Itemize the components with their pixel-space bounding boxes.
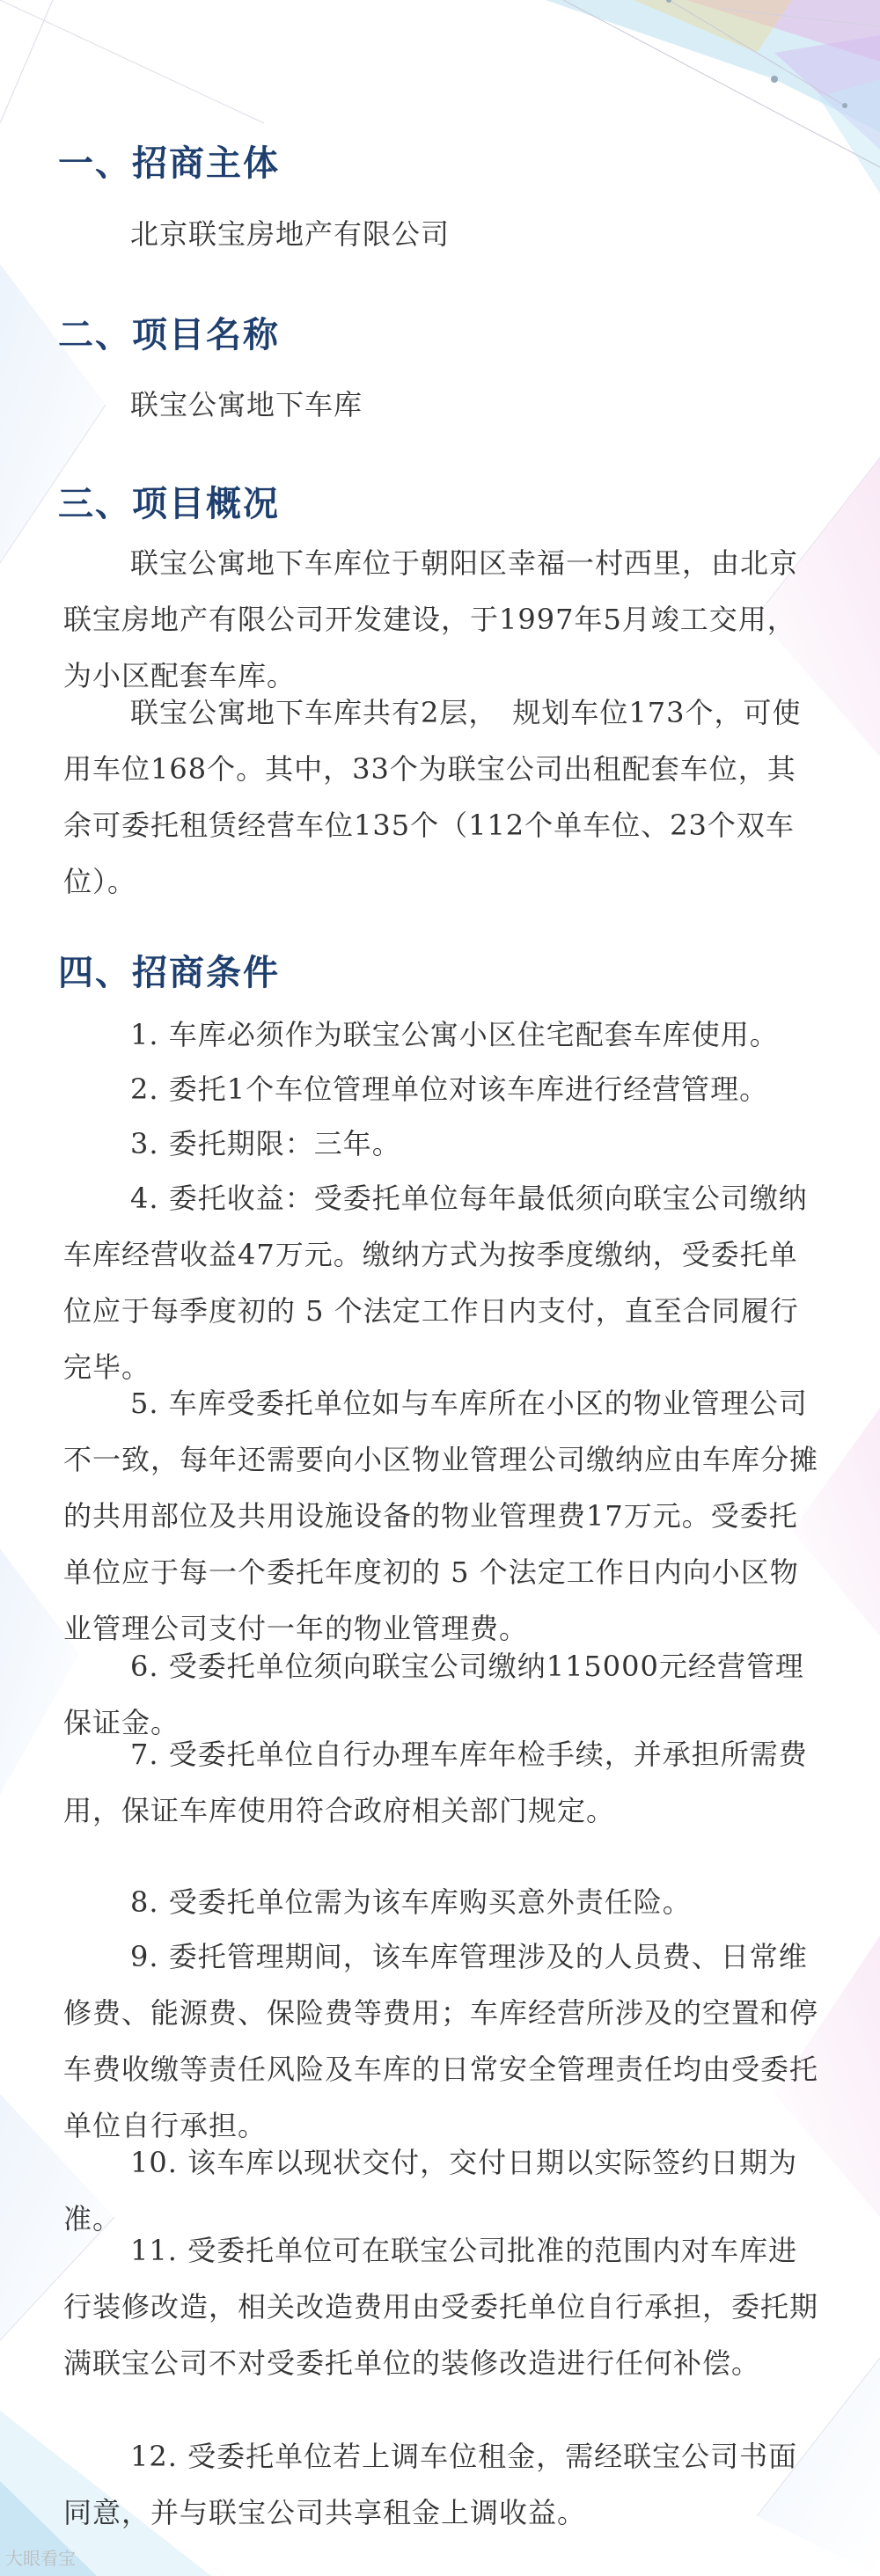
paragraph: 联宝公寓地下车库: [130, 388, 363, 421]
section-heading: 二、项目名称: [58, 315, 280, 355]
paragraph: 联宝公寓地下车库位于朝阳区幸福一村西里，由北京联宝房地产有限公司开发建设，于1997年5月竣工交用，为小区配套车库。: [63, 546, 799, 692]
paragraph: 6. 受委托单位须向联宝公司缴纳115000元经营管理保证金。: [63, 1650, 804, 1739]
paragraph: 2. 委托1个车位管理单位对该车库进行经营管理。: [130, 1072, 769, 1106]
watermark: 大眼看宝: [5, 2548, 76, 2569]
paragraph: 8. 受委托单位需为该车库购买意外责任险。: [130, 1885, 692, 1919]
paragraph: 9. 委托管理期间，该车库管理涉及的人员费、日常维修费、能源费、保险费等费用；车库经营所涉及的空置和停车费收缴等责任风险及车库的日常安全管理责任均由受委托单位自行承担。: [63, 1940, 819, 2142]
paragraph: 1. 车库必须作为联宝公寓小区住宅配套车库使用。: [130, 1018, 779, 1051]
section-heading: 三、项目概况: [58, 484, 280, 524]
paragraph: 3. 委托期限：三年。: [130, 1127, 401, 1160]
paragraph: 10. 该车库以现状交付，交付日期以实际签约日期为准。: [63, 2146, 798, 2236]
section-heading: 一、招商主体: [58, 143, 280, 184]
paragraph: 11. 受委托单位可在联宝公司批准的范围内对车库进行装修改造，相关改造费用由受委托单位自行承担，委托期满联宝公司不对受委托单位的装修改造进行任何补偿。: [63, 2234, 819, 2380]
paragraph: 12. 受委托单位若上调车位租金，需经联宝公司书面同意，并与联宝公司共享租金上调收益。: [63, 2440, 798, 2529]
paragraph: 北京联宝房地产有限公司: [130, 217, 451, 251]
paragraph: 7. 受委托单位自行办理车库年检手续，并承担所需费用，保证车库使用符合政府相关部门规定。: [63, 1738, 808, 1827]
paragraph: 5. 车库受委托单位如与车库所在小区的物业管理公司不一致，每年还需要向小区物业管理公司缴纳应由车库分摊的共用部位及共用设施设备的物业管理费17万元。受委托单位应于每一个委托年度初的 5 个法定工作日内向小区物业管理公司支付一年的物业管理费。: [63, 1387, 819, 1645]
section-heading: 四、招商条件: [58, 953, 280, 993]
paragraph: 联宝公寓地下车库共有2层， 规划车位173个，可使用车位168个。其中，33个为联宝公司出租配套车位，其余可委托租赁经营车位135个（112个单车位、23个双车位）。: [63, 696, 802, 898]
paragraph: 4. 委托收益：受委托单位每年最低须向联宝公司缴纳车库经营收益47万元。缴纳方式为按季度缴纳，受委托单位应于每季度初的 5 个法定工作日内支付，直至合同履行完毕。: [63, 1182, 808, 1384]
